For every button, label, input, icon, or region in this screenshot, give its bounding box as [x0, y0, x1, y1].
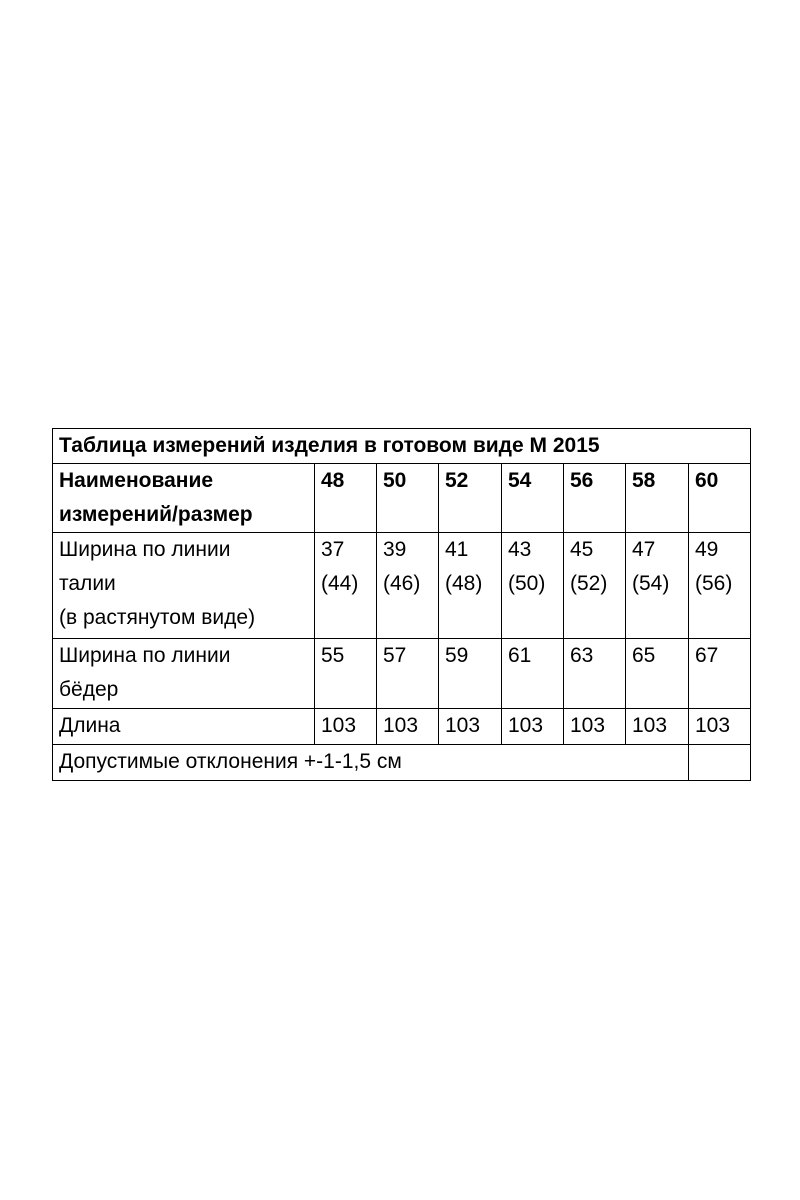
title-row [53, 429, 751, 464]
value-cell: 103 [626, 709, 689, 745]
size-header: 58 [626, 464, 689, 533]
value-cell [315, 533, 377, 639]
value-main: 45 [570, 538, 594, 561]
header-label-line: Наименование [59, 469, 214, 492]
table-row [53, 533, 751, 639]
value-cell [689, 533, 751, 639]
value-cell: 103 [564, 709, 626, 745]
row-label-line: Ширина по линии [59, 644, 231, 667]
value-stretched: (56) [695, 572, 733, 595]
table-row [53, 709, 751, 745]
value-main: 39 [383, 538, 407, 561]
table-title: Таблица измерений изделия в готовом виде М 2015 [53, 429, 751, 464]
table-row [53, 639, 751, 709]
value-cell: 103 [502, 709, 564, 745]
empty-cell [689, 745, 751, 781]
value-stretched: (54) [632, 572, 670, 595]
row-label-line: (в растянутом виде) [59, 606, 256, 629]
size-header: 56 [564, 464, 626, 533]
value-stretched: (52) [570, 572, 608, 595]
tolerance-row [53, 745, 751, 781]
value-cell: 59 [439, 639, 502, 709]
value-cell: 63 [564, 639, 626, 709]
value-cell: 55 [315, 639, 377, 709]
value-cell: 57 [377, 639, 439, 709]
size-header: 50 [377, 464, 439, 533]
row-label-line: талии [59, 572, 116, 595]
tolerance-note: Допустимые отклонения +-1-1,5 см [53, 745, 689, 781]
value-cell: 61 [502, 639, 564, 709]
value-stretched: (50) [508, 572, 546, 595]
value-cell: 67 [689, 639, 751, 709]
header-row [53, 464, 751, 533]
value-main: 41 [445, 538, 469, 561]
value-cell: 103 [689, 709, 751, 745]
value-stretched: (48) [445, 572, 483, 595]
size-header: 60 [689, 464, 751, 533]
row-label [53, 533, 315, 639]
value-main: 49 [695, 538, 719, 561]
value-cell: 103 [315, 709, 377, 745]
row-label-line: бёдер [59, 678, 119, 701]
row-label-line: Ширина по линии [59, 538, 231, 561]
value-main: 43 [508, 538, 532, 561]
size-header: 48 [315, 464, 377, 533]
row-label: Длина [53, 709, 315, 745]
size-header: 54 [502, 464, 564, 533]
measurements-table [52, 428, 751, 781]
size-header: 52 [439, 464, 502, 533]
value-stretched: (46) [383, 572, 421, 595]
row-label [53, 639, 315, 709]
value-cell: 103 [377, 709, 439, 745]
value-cell: 103 [439, 709, 502, 745]
header-label [53, 464, 315, 533]
value-stretched: (44) [321, 572, 359, 595]
value-cell [439, 533, 502, 639]
value-cell [564, 533, 626, 639]
value-cell [502, 533, 564, 639]
header-label-line: измерений/размер [59, 503, 253, 526]
value-cell [626, 533, 689, 639]
value-cell: 65 [626, 639, 689, 709]
value-main: 47 [632, 538, 656, 561]
value-main: 37 [321, 538, 345, 561]
value-cell [377, 533, 439, 639]
